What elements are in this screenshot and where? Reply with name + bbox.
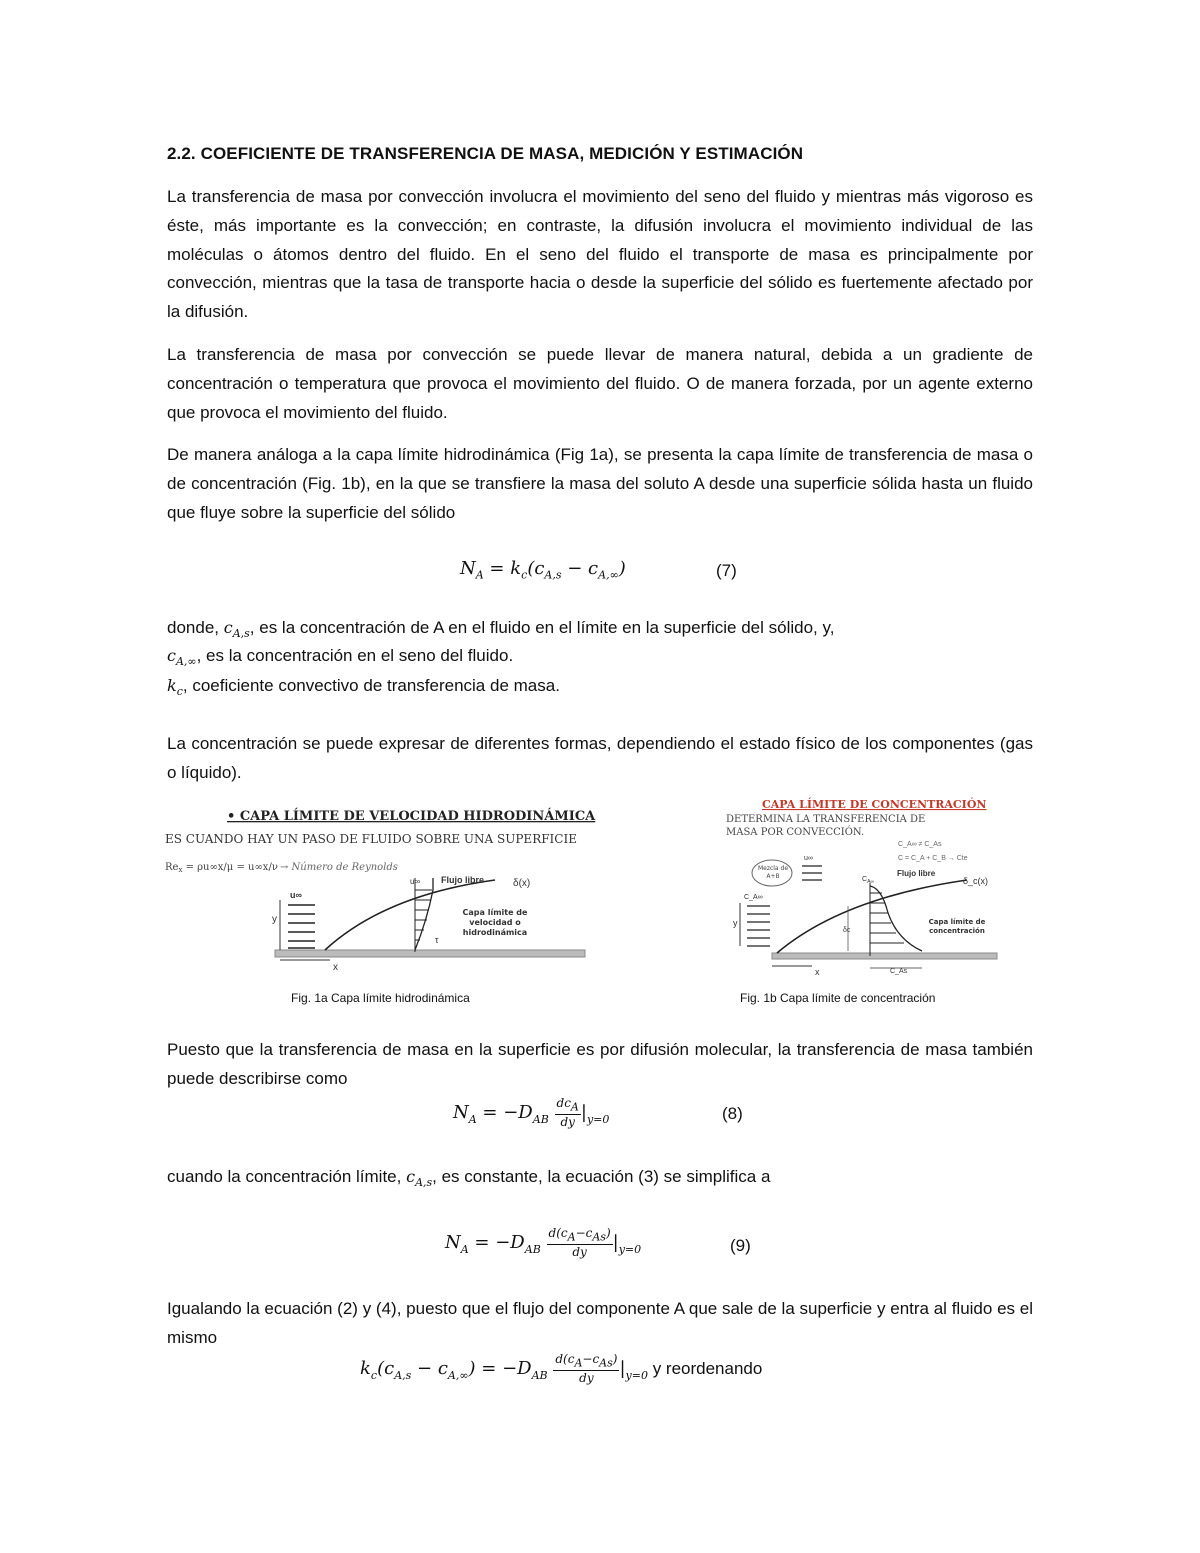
definition-cAs-text: , es la concentración de A en el fluido en el límite en la superficie del sólido, y, [249,618,835,637]
definition-kc-text: , coeficiente convectivo de transferencia de masa. [182,676,560,695]
fig1b-eq1: C_A∞ ≠ C_As [898,841,942,848]
fig1a-velocity-profile [415,878,433,950]
fig1b-mixture-label: Mezcla de A+B [757,865,789,880]
equation-final-suffix: y reordenando [647,1359,763,1379]
fig1a-free-flow-label: Flujo libre [441,875,485,885]
fig1a-delta-label: δ(x) [513,878,531,889]
paragraph-constant-concentration [167,1167,770,1189]
fig1b-boundary-curve [777,880,967,953]
fig1a-subtitle: ES CUANDO HAY UN PASO DE FLUIDO SOBRE UNA SUPERFICIE [165,832,577,846]
paragraph-equating: Igualando la ecuación (2) y (4), puesto que el flujo del componente A que sale de la superficie y entra al fluido es el mismo [167,1299,1033,1347]
fig1b-cAs-label: C_As [890,968,908,975]
fig1a-x-label: x [333,962,338,973]
fig1b-subtitle-line2: MASA POR CONVECCIÓN. [726,827,865,838]
fig1b-u-label: u∞ [804,855,813,862]
definition-cAs [167,618,834,640]
fig1b-incoming-arrows [747,906,770,946]
symbol-cAs: $c_{A,s}$ [223,618,250,641]
fig1a-layer-label-box [450,908,540,948]
fig1b-concentration-profile [870,886,922,951]
fig1a-reynolds-label: → Número de Reynolds [280,862,398,873]
paragraph-boundary-layer: De manera análoga a la capa límite hidrodinámica (Fig 1a), se presenta la capa límite de transferencia de masa o de concentración (Fig. 1b), en la que se transfiere la masa del soluto A desde una superficie sólida hasta un fluido que fluye sobre la superficie del sólido [167,445,1033,522]
fig1b-deltac-label: δc [843,927,851,934]
fig1a-title: • CAPA LÍMITE DE VELOCIDAD HIDRODINÁMICA [227,809,596,824]
fig1b-mixture-label-box [754,865,792,883]
equation-7-number: (7) [716,561,737,580]
fig1a-reynolds-formula: $Re_x = \rho u\infty x/\mu = u\infty x/\nu$ [165,862,278,874]
paragraph-natural-forced: La transferencia de masa por convección se puede llevar de manera natural, debida a un gradiente de concentración o temperatura que provoca el movimiento del fluido. O de manera forzada, por un agente externo que provoca el movimiento del fluido. [167,345,1033,422]
fig1b-subtitle-line1: DETERMINA LA TRANSFERENCIA DE [726,814,926,825]
figure-1b-concentration-boundary-layer [722,788,1012,982]
fig1b-layer-label-box [917,918,997,942]
fig1a-layer-label: Capa límite de velocidad o hidrodinámica [462,908,528,937]
definition-cAinf [167,646,513,668]
equation-9: $N_A = -D_{AB}$ $\frac{d(c_A-c_{As})}{dy}$ $|_{y=0}$ [445,1226,642,1260]
equation-final: $k_c(c_{A,s} - c_{A,\infty}) = -D_{AB}$ $\frac{d(c_A-c_{As})}{dy}$ $|_{y=0}$ y reordenando [360,1352,763,1386]
fig1b-title: CAPA LÍMITE DE CONCENTRACIÓN [762,798,987,811]
fig1b-free-flow-label: Flujo libre [897,869,936,878]
fig1a-plate [275,950,585,957]
definition-cAs-pre: donde, [167,618,224,637]
paragraph-concentration-forms: La concentración se puede expresar de diferentes formas, dependiendo el estado físico de los componentes (gas o líquido). [167,734,1033,782]
symbol-kc: $k_c$ [167,676,183,699]
fig1b-freestream-arrows [802,866,822,880]
fig1b-plate [772,953,997,959]
section-heading: 2.2. COEFICIENTE DE TRANSFERENCIA DE MASA, MEDICIÓN Y ESTIMACIÓN [167,144,804,163]
definition-cAinf-text: , es la concentración en el seno del fluido. [196,646,514,665]
fig1a-tau-label: τ [435,935,439,945]
equation-8-number: (8) [722,1104,743,1123]
fig1b-cA-label: C_A∞ [744,894,763,901]
figure-1a-hydrodynamic-boundary-layer [165,800,605,980]
equation-9-fraction: $\frac{d(c_A-c_{As})}{dy}$ [548,1226,611,1260]
equation-8-fraction: $\frac{dc_A}{dy}$ [556,1096,579,1130]
equation-8: $N_A = -D_{AB}$ $\frac{dc_A}{dy}$ $|_{y=0}$ [453,1096,610,1130]
fig1a-u-label: u∞ [290,890,302,900]
fig1b-layer-label: Capa límite de concentración [928,918,986,935]
constant-concentration-post: , es constante, la ecuación (3) se simplifica a [432,1167,771,1186]
equation-9-number: (9) [730,1236,751,1255]
equation-7: $N_A = k_c(c_{A,s} - c_{A,\infty})$ [460,558,626,582]
fig1b-cA-profile-label: $C_{A\infty}$ [862,876,874,885]
fig1a-incoming-arrows [288,905,315,948]
constant-concentration-pre: cuando la concentración límite, [167,1167,407,1186]
fig1b-x-label: x [815,967,820,977]
paragraph-convection: La transferencia de masa por convección involucra el movimiento del seno del fluido y mientras más vigoroso es éste, más importante es la convección; en contraste, la difusión involucra el movimiento individual de las moléculas o átomos dentro del fluido. En el seno del fluido el transporte de masa es principalmente por convección, mientras que la tasa de transporte hacia o desde la superficie del sólido es fuertemente afectado por la difusión. [167,187,1033,322]
definition-kc [167,676,560,698]
fig1b-delta-label: δ_c(x) [963,876,989,886]
paragraph-molecular-diffusion: Puesto que la transferencia de masa en la superficie es por difusión molecular, la transferencia de masa también puede describirse como [167,1040,1033,1088]
symbol-cAinf: $c_{A,\infty}$ [167,646,197,669]
symbol-cAs-2: $c_{A,s}$ [406,1167,433,1190]
equation-final-fraction: $\frac{d(c_A-c_{As})}{dy}$ [555,1352,618,1386]
fig1b-y-label: y [733,918,738,928]
fig1b-caption: Fig. 1b Capa límite de concentración [740,991,936,1005]
fig1a-y-label: y [272,914,277,925]
fig1a-u-profile-label: u∞ [410,877,421,886]
fig1b-eq2: C = C_A + C_B → Cte [898,855,968,862]
fig1a-caption: Fig. 1a Capa límite hidrodinámica [291,991,470,1005]
